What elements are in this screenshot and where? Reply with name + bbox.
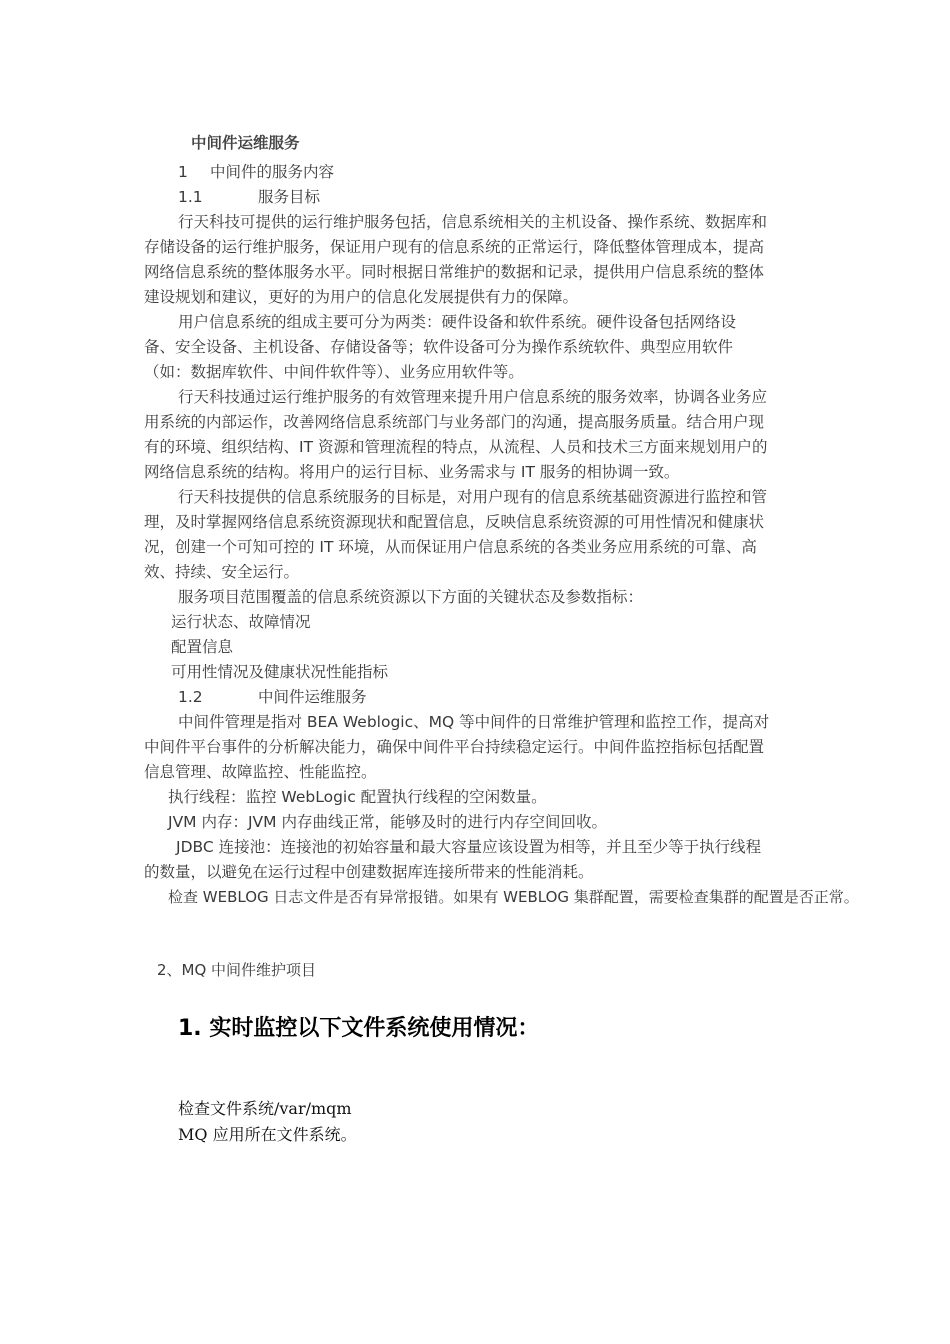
paragraph-line: 建设规划和建议，更好的为用户的信息化发展提供有力的保障。 — [144, 288, 579, 306]
paragraph-line: JVM 内存：JVM 内存曲线正常，能够及时的进行内存空间回收。 — [168, 813, 607, 831]
section-1-1-label: 服务目标 — [258, 188, 321, 206]
document-title: 中间件运维服务 — [191, 134, 300, 152]
section-1-number: 1 — [178, 163, 188, 181]
paragraph-line: 执行线程：监控 WebLogic 配置执行线程的空闲数量。 — [168, 788, 547, 806]
paragraph-line: 备、安全设备、主机设备、存储设备等；软件设备可分为操作系统软件、典型应用软件 — [144, 338, 734, 356]
monitor-heading: 1. 实时监控以下文件系统使用情况： — [178, 1016, 540, 1041]
paragraph-line: 行天科技提供的信息系统服务的目标是，对用户现有的信息系统基础资源进行监控和管 — [178, 488, 768, 506]
paragraph-line: 中间件平台事件的分析解决能力，确保中间件平台持续稳定运行。中间件监控指标包括配置 — [144, 738, 765, 756]
paragraph-line: JDBC 连接池：连接池的初始容量和最大容量应该设置为相等，并且至少等于执行线程 — [176, 838, 762, 856]
paragraph-line: （如：数据库软件、中间件软件等）、业务应用软件等。 — [144, 363, 524, 381]
paragraph-line: 效、持续、安全运行。 — [144, 563, 300, 581]
list-item: 配置信息 — [171, 638, 234, 656]
section-1-heading — [178, 160, 334, 185]
section-1-2-label: 中间件运维服务 — [258, 688, 367, 706]
paragraph-line: 检查 WEBLOG 日志文件是否有异常报错。如果有 WEBLOG 集群配置，需要检查集群的配置是否正常。 — [168, 888, 859, 906]
paragraph-line: 行天科技通过运行维护服务的有效管理来提升用户信息系统的服务效率，协调各业务应 — [178, 388, 768, 406]
paragraph-line: 网络信息系统的整体服务水平。同时根据日常维护的数据和记录，提供用户信息系统的整体 — [144, 263, 765, 281]
paragraph-line: 网络信息系统的结构。将用户的运行目标、业务需求与 IT 服务的相协调一致。 — [144, 463, 680, 481]
paragraph-line: 用户信息系统的组成主要可分为两类：硬件设备和软件系统。硬件设备包括网络设 — [178, 313, 737, 331]
paragraph-line: 行天科技可提供的运行维护服务包括，信息系统相关的主机设备、操作系统、数据库和 — [178, 213, 768, 231]
serif-paragraph-line: 检查文件系统/var/mqm — [178, 1099, 352, 1118]
list-item: 运行状态、故障情况 — [171, 613, 311, 631]
paragraph-line: 中间件管理是指对 BEA Weblogic、MQ 等中间件的日常维护管理和监控工作，提高对 — [178, 713, 770, 731]
paragraph-line: 存储设备的运行维护服务，保证用户现有的信息系统的正常运行，降低整体管理成本，提高 — [144, 238, 765, 256]
serif-paragraph-line: MQ 应用所在文件系统。 — [178, 1125, 357, 1144]
paragraph-line: 有的环境、组织结构、IT 资源和管理流程的特点，从流程、人员和技术三方面来规划用户的 — [144, 438, 768, 456]
paragraph-line: 的数量，以避免在运行过程中创建数据库连接所带来的性能消耗。 — [144, 863, 594, 881]
paragraph-line: 况，创建一个可知可控的 IT 环境，从而保证用户信息系统的各类业务应用系统的可靠、高 — [144, 538, 757, 556]
section-1-1-heading — [178, 185, 320, 210]
section-2-heading: 2、MQ 中间件维护项目 — [157, 961, 317, 979]
paragraph-line: 服务项目范围覆盖的信息系统资源以下方面的关键状态及参数指标： — [178, 588, 644, 606]
paragraph-line: 信息管理、故障监控、性能监控。 — [144, 763, 377, 781]
section-1-1-number: 1.1 — [178, 188, 203, 206]
paragraph-line: 理，及时掌握网络信息系统资源现状和配置信息，反映信息系统资源的可用性情况和健康状 — [144, 513, 765, 531]
paragraph-line: 用系统的内部运作，改善网络信息系统部门与业务部门的沟通，提高服务质量。结合用户现 — [144, 413, 765, 431]
list-item: 可用性情况及健康状况性能指标 — [171, 663, 389, 681]
section-1-label: 中间件的服务内容 — [210, 163, 335, 181]
section-1-2-number: 1.2 — [178, 688, 203, 706]
section-1-2-heading — [178, 685, 367, 710]
